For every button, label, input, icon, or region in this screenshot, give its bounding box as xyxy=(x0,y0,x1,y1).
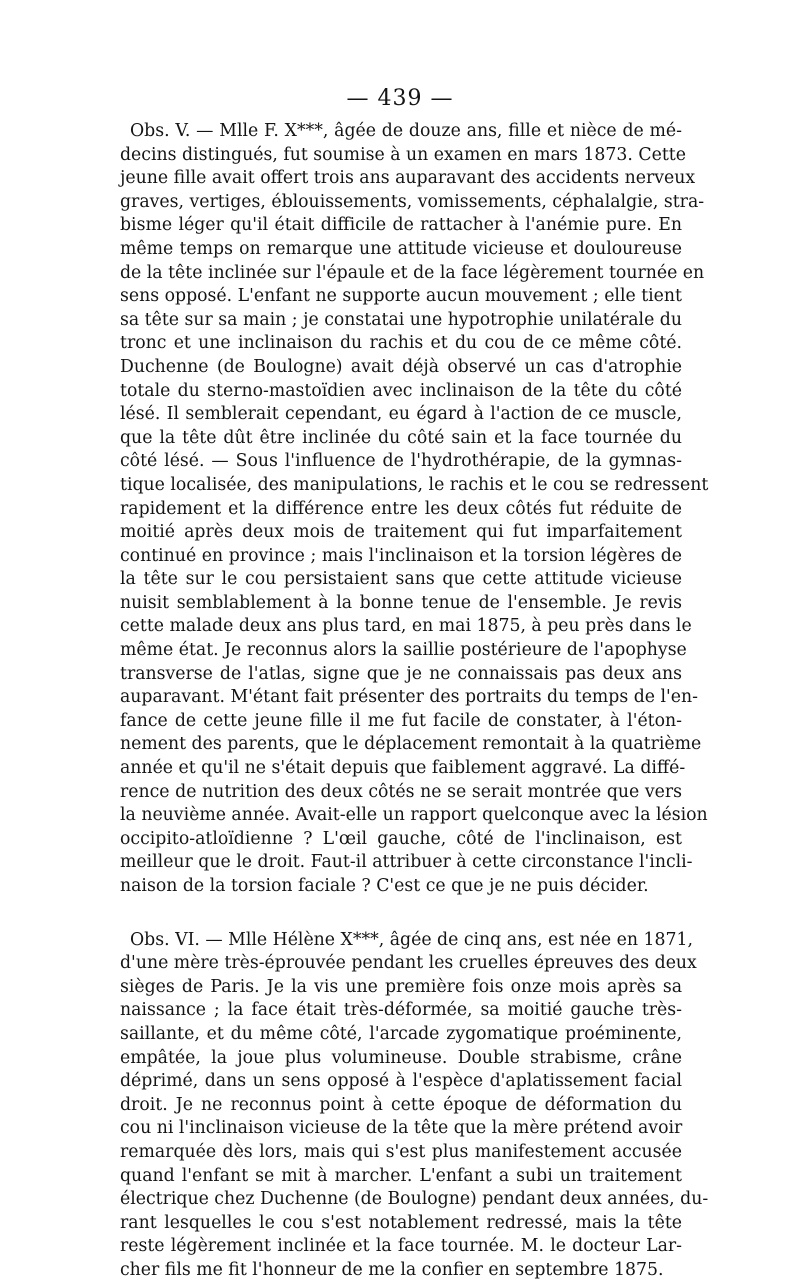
text-line: la tête sur le cou persistaient sans que cette attitude vicieuse xyxy=(120,569,682,590)
text-line: d'une mère très-éprouvée pendant les cruelles épreuves des deux xyxy=(120,953,697,974)
paragraph-obs-v xyxy=(120,120,709,899)
text-line: naissance ; la face était très-déformée, sa moitié gauche très- xyxy=(120,1000,682,1021)
text-line: sens opposé. L'enfant ne supporte aucun mouvement ; elle tient xyxy=(120,286,682,307)
text-line: cher fils me fit l'honneur de me la confier en septembre 1875. xyxy=(120,1259,664,1280)
text-line: cou ni l'inclinaison vicieuse de la tête que la mère prétend avoir xyxy=(120,1118,683,1139)
text-line: continué en province ; mais l'inclinaison et la torsion légères de xyxy=(120,545,682,566)
text-line: nement des parents, que le déplacement remontait à la quatrième xyxy=(120,734,702,755)
text-line: totale du sterno-mastoïdien avec inclinaison de la tête du côté xyxy=(120,380,682,401)
text-line: Obs. VI. — Mlle Hélène X***, âgée de cinq ans, est née en 1871, xyxy=(130,929,693,950)
text-line: droit. Je ne reconnus point à cette époque de déformation du xyxy=(120,1094,682,1115)
text-line: que la tête dût être inclinée du côté sain et la face tournée du xyxy=(120,427,682,448)
text-line: tronc et une inclinaison du rachis et du cou de ce même côté. xyxy=(120,333,682,354)
paragraph-gap xyxy=(120,899,682,929)
text-line: quand l'enfant se mit à marcher. L'enfant a subi un traitement xyxy=(120,1165,682,1186)
text-line: année et qu'il ne s'était depuis que faiblement aggravé. La diffé- xyxy=(120,758,686,779)
text-line: fance de cette jeune fille il me fut facile de constater, à l'éton- xyxy=(120,710,682,731)
text-line: côté lésé. — Sous l'influence de l'hydrothérapie, de la gymnas- xyxy=(120,451,682,472)
text-line: Duchenne (de Boulogne) avait déjà observé un cas d'atrophie xyxy=(120,356,682,377)
text-line: cette malade deux ans plus tard, en mai 1875, à peu près dans le xyxy=(120,616,692,637)
text-line: empâtée, la joue plus volumineuse. Double strabisme, crâne xyxy=(120,1047,682,1068)
text-line: sièges de Paris. Je la vis une première fois onze mois après sa xyxy=(120,976,682,997)
page-number: — 439 — xyxy=(346,86,454,111)
text-line: graves, vertiges, éblouissements, vomissements, céphalalgie, stra- xyxy=(120,191,705,212)
text-line: rence de nutrition des deux côtés ne se serait montrée que vers xyxy=(120,781,682,802)
text-line: moitié après deux mois de traitement qui fut imparfaitement xyxy=(120,522,682,543)
text-line: rant lesquelles le cou s'est notablement redressé, mais la tête xyxy=(120,1212,682,1233)
text-line: decins distingués, fut soumise à un examen en mars 1873. Cette xyxy=(120,144,686,165)
text-line: même temps on remarque une attitude vicieuse et douloureuse xyxy=(120,238,682,259)
text-line: meilleur que le droit. Faut-il attribuer à cette circonstance l'incli- xyxy=(120,852,693,873)
text-line: jeune fille avait offert trois ans auparavant des accidents nerveux xyxy=(120,168,696,189)
text-line: naison de la torsion faciale ? C'est ce que je ne puis décider. xyxy=(120,876,649,896)
text-line: occipito-atloïdienne ? L'œil gauche, côté de l'inclinaison, est xyxy=(120,828,682,849)
text-line: lésé. Il semblerait cependant, eu égard à l'action de ce muscle, xyxy=(120,404,682,425)
text-line: sa tête sur sa main ; je constatai une hypotrophie unilatérale du xyxy=(120,309,682,330)
text-line: saillante, et du même côté, l'arcade zygomatique proéminente, xyxy=(120,1023,682,1044)
text-line: nuisit semblablement à la bonne tenue de l'ensemble. Je revis xyxy=(120,592,682,613)
text-line: même état. Je reconnus alors la saillie postérieure de l'apophyse xyxy=(120,640,687,661)
text-body xyxy=(120,120,709,1283)
paragraph-obs-vi xyxy=(120,929,709,1283)
text-line: électrique chez Duchenne (de Boulogne) pendant deux années, du- xyxy=(120,1189,709,1210)
text-line: auparavant. M'étant fait présenter des portraits du temps de l'en- xyxy=(120,687,698,708)
text-line: Obs. V. — Mlle F. X***, âgée de douze ans, fille et nièce de mé- xyxy=(130,121,682,141)
text-line: remarquée dès lors, mais qui s'est plus manifestement accusée xyxy=(120,1141,682,1162)
text-line: reste légèrement inclinée et la face tournée. M. le docteur Lar- xyxy=(120,1236,682,1257)
text-line: de la tête inclinée sur l'épaule et de la face légèrement tournée en xyxy=(120,262,705,283)
text-line: bisme léger qu'il était difficile de rattacher à l'anémie pure. En xyxy=(120,215,682,236)
text-line: transverse de l'atlas, signe que je ne connaissais pas deux ans xyxy=(120,663,682,684)
text-line: tique localisée, des manipulations, le rachis et le cou se redressent xyxy=(120,474,709,495)
text-line: rapidement et la différence entre les deux côtés fut réduite de xyxy=(120,498,682,519)
text-line: déprimé, dans un sens opposé à l'espèce d'aplatissement facial xyxy=(120,1071,682,1092)
text-line: la neuvième année. Avait-elle un rapport quelconque avec la lésion xyxy=(120,805,708,826)
